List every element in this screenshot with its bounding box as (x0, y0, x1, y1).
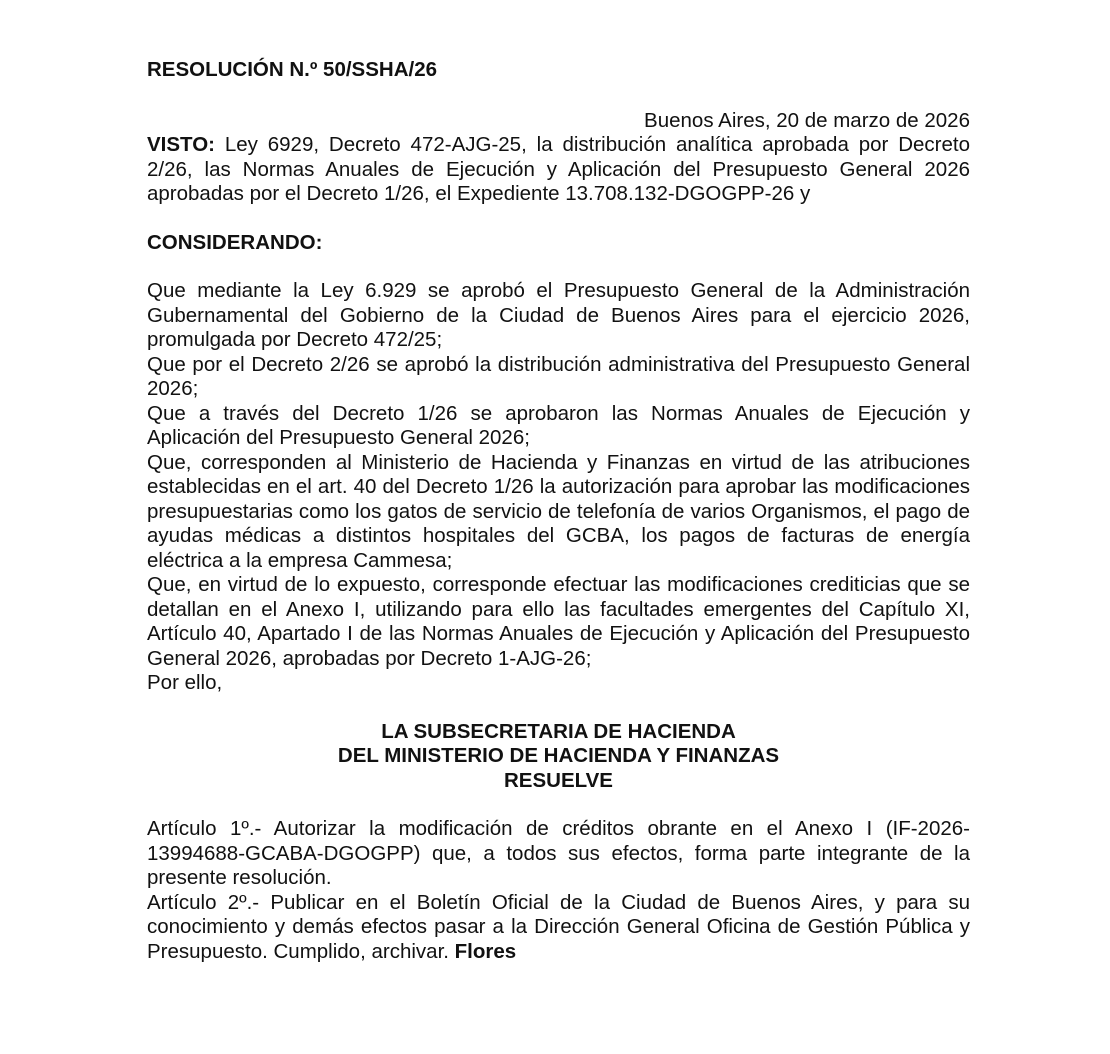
considerando-heading: CONSIDERANDO: (147, 230, 323, 254)
visto-paragraph (147, 133, 970, 207)
resolution-title: RESOLUCIÓN N.º 50/SSHA/26 (147, 58, 438, 81)
considerando-paragraph: Por ello, (147, 671, 223, 694)
resuelve-heading: RESUELVE (504, 768, 613, 792)
considerando-paragraph: Que mediante la Ley 6.929 se aprobó el Presupuesto General de la Administración Gubernamental del Gobierno de la Ciudad de Buenos Aires para el ejercicio 2026, promulgada por Decreto 472/25; (147, 279, 970, 351)
authority-line: DEL MINISTERIO DE HACIENDA Y FINANZAS (337, 744, 780, 767)
visto-text: Ley 6929, Decreto 472-AJG-25, la distribución analítica aprobada por Decreto 2/26, las Normas Anuales de Ejecución y Aplicación del Presupuesto General 2026 aprobadas por el Decreto 1/26, el Expediente 13.708.132-DGOGPP-26 y (147, 133, 970, 205)
considerando-paragraph: Que a través del Decreto 1/26 se aprobaron las Normas Anuales de Ejecución y Aplicación del Presupuesto General 2026; (147, 401, 970, 449)
signature-name: Flores (454, 939, 517, 963)
authority-heading (147, 720, 970, 794)
considerando-paragraph: Que por el Decreto 2/26 se aprobó la distribución administrativa del Presupuesto General 2026; (147, 352, 970, 400)
document-date: Buenos Aires, 20 de marzo de 2026 (644, 108, 970, 132)
resolution-document (147, 58, 970, 964)
considerando-paragraphs (147, 279, 970, 696)
considerando-paragraph: Que, corresponden al Ministerio de Hacienda y Finanzas en virtud de las atribuciones establecidas en el art. 40 del Decreto 1/26 la autorización para aprobar las modificaciones presupuestarias como los gatos de servicio de telefonía de varios Organismos, el pago de ayudas médicas a distintos hospitales del GCBA, los pagos de facturas de energía eléctrica a la empresa Cammesa; (147, 450, 970, 572)
visto-label: VISTO: (147, 133, 215, 156)
article-1: Artículo 1º.- Autorizar la modificación de créditos obrante en el Anexo I (IF-2026-13994688-GCABA-DGOGPP) que, a todos sus efectos, forma parte integrante de la presente resolución. (147, 817, 970, 889)
authority-line: LA SUBSECRETARIA DE HACIENDA (381, 719, 736, 743)
article-2-text: Artículo 2º.- Publicar en el Boletín Oficial de la Ciudad de Buenos Aires, y para su conocimiento y demás efectos pasar a la Dirección General Oficina de Gestión Pública y Presupuesto. Cumplido, archivar. (147, 890, 970, 963)
considerando-paragraph: Que, en virtud de lo expuesto, corresponde efectuar las modificaciones crediticias que se detallan en el Anexo I, utilizando para ello las facultades emergentes del Capítulo XI, Artículo 40, Apartado I de las Normas Anuales de Ejecución y Aplicación del Presupuesto General 2026, aprobadas por Decreto 1-AJG-26; (147, 573, 970, 670)
articles (147, 817, 970, 964)
article-2 (147, 891, 970, 965)
